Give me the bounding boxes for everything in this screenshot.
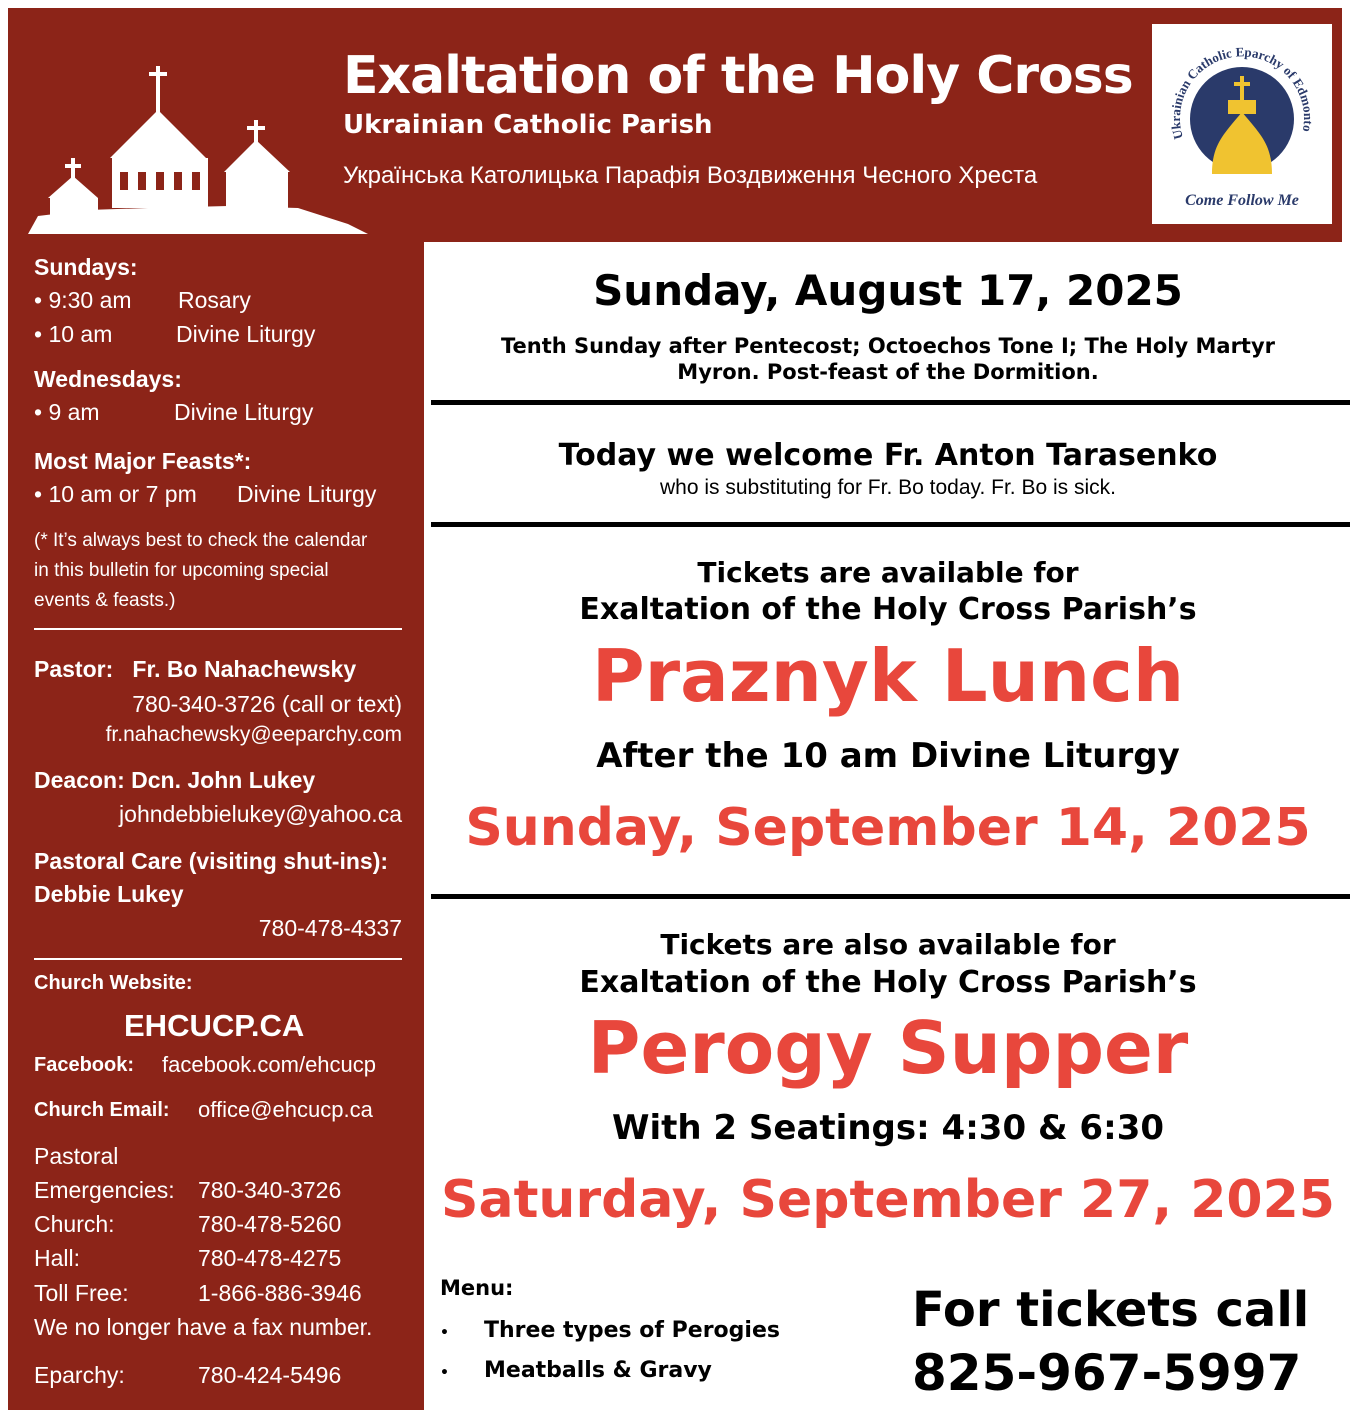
tickets-phone[interactable]: 825-967-5997	[912, 1344, 1302, 1402]
welcome-subtext: who is substituting for Fr. Bo today. Fr. Bo is sick.	[660, 476, 1116, 499]
logo-arc-text: Ukrainian Catholic Eparchy of Edmonto	[1167, 44, 1317, 141]
church-email-link[interactable]: office@ehcucp.ca	[198, 1097, 373, 1122]
pastoral-care-heading: Pastoral Care (visiting shut-ins):	[34, 848, 389, 874]
parish-subtitle: Ukrainian Catholic Parish	[343, 110, 713, 140]
perogy-date: Saturday, September 27, 2025	[441, 1170, 1335, 1230]
fax-note: We no longer have a fax number.	[34, 1314, 373, 1340]
perogy-intro: Tickets are also available for	[660, 928, 1116, 961]
calendar-note-line: in this bulletin for upcoming special	[34, 560, 329, 581]
contact-phone[interactable]: 780-340-3726	[198, 1177, 342, 1203]
eparchy-seal-icon	[1152, 24, 1332, 204]
divider	[34, 628, 402, 630]
praznyk-date: Sunday, September 14, 2025	[465, 798, 1311, 858]
schedule-service: Divine Liturgy	[237, 481, 377, 507]
menu-label: Menu:	[440, 1276, 514, 1300]
pastoral-label: Pastoral	[34, 1143, 119, 1169]
schedule-item: • 9 am	[34, 399, 100, 425]
pastor-email-link[interactable]: fr.nahachewsky@eeparchy.com	[105, 723, 402, 746]
menu-item: • Three types of Perogies	[440, 1318, 780, 1343]
contact-phone[interactable]: 1-866-886-3946	[198, 1280, 362, 1306]
church-silhouette-icon	[28, 48, 368, 234]
contact-label: Toll Free:	[34, 1280, 129, 1306]
main-content	[426, 242, 1350, 1410]
deacon-email-link[interactable]: johndebbielukey@yahoo.ca	[119, 801, 402, 827]
tickets-call-label: For tickets call	[912, 1282, 1310, 1338]
contact-label: Hall:	[34, 1245, 81, 1271]
praznyk-intro: Tickets are available for	[697, 556, 1079, 589]
website-link[interactable]: EHCUCP.CA	[124, 1008, 305, 1043]
logo-caption: Come Follow Me	[1185, 192, 1299, 209]
liturgical-note-line: Tenth Sunday after Pentecost; Octoechos Tone I; The Holy Martyr	[500, 334, 1276, 358]
calendar-note-line: (* It’s always best to check the calendar	[34, 530, 368, 551]
contact-label: Church:	[34, 1211, 115, 1237]
facebook-label: Facebook:	[34, 1054, 135, 1076]
feasts-heading: Most Major Feasts*:	[34, 448, 252, 474]
liturgical-note-line: Myron. Post-feast of the Dormition.	[677, 360, 1099, 384]
sidebar	[8, 242, 424, 1410]
pastor-line: Pastor: Fr. Bo Nahachewsky	[34, 656, 357, 682]
menu-item: • Meatballs & Gravy	[440, 1358, 712, 1383]
perogy-title: Perogy Supper	[587, 1006, 1189, 1090]
eparchy-logo	[1152, 24, 1332, 224]
parish-title: Exaltation of the Holy Cross	[343, 46, 1133, 106]
schedule-service: Rosary	[178, 287, 251, 313]
perogy-parish: Exaltation of the Holy Cross Parish’s	[579, 965, 1197, 1000]
wednesdays-heading: Wednesdays:	[34, 366, 182, 392]
section-divider	[431, 894, 1350, 899]
pastoral-care-name: Debbie Lukey	[34, 881, 184, 907]
eparchy-label: Eparchy:	[34, 1362, 125, 1388]
schedule-service: Divine Liturgy	[176, 321, 316, 347]
schedule-item: • 10 am or 7 pm	[34, 481, 197, 507]
header-banner	[8, 8, 1342, 242]
welcome-heading: Today we welcome Fr. Anton Tarasenko	[558, 438, 1218, 473]
pastor-phone[interactable]: 780-340-3726 (call or text)	[132, 691, 402, 717]
schedule-item: • 10 am	[34, 321, 113, 347]
contact-phone[interactable]: 780-478-5260	[198, 1211, 342, 1237]
section-divider	[431, 400, 1350, 405]
service-date: Sunday, August 17, 2025	[593, 266, 1183, 315]
deacon-line: Deacon: Dcn. John Lukey	[34, 767, 316, 793]
praznyk-title: Praznyk Lunch	[591, 634, 1185, 718]
facebook-link[interactable]: facebook.com/ehcucp	[162, 1052, 377, 1077]
divider	[34, 958, 402, 960]
calendar-note-line: events & feasts.)	[34, 590, 176, 611]
contact-label: Emergencies:	[34, 1177, 175, 1203]
ukrainian-title: Українська Католицька Парафія Воздвиження Чесного Хреста	[343, 162, 1038, 189]
section-divider	[431, 522, 1350, 527]
contact-phone[interactable]: 780-478-4275	[198, 1245, 342, 1271]
praznyk-time: After the 10 am Divine Liturgy	[596, 736, 1180, 776]
website-label: Church Website:	[34, 972, 193, 994]
sundays-heading: Sundays:	[34, 254, 138, 280]
praznyk-parish: Exaltation of the Holy Cross Parish’s	[579, 592, 1197, 627]
church-email-label: Church Email:	[34, 1099, 170, 1121]
perogy-seatings: With 2 Seatings: 4:30 & 6:30	[611, 1108, 1165, 1148]
schedule-service: Divine Liturgy	[174, 399, 314, 425]
eparchy-phone[interactable]: 780-424-5496	[198, 1362, 342, 1388]
pastoral-care-phone[interactable]: 780-478-4337	[258, 915, 402, 941]
schedule-item: • 9:30 am	[34, 287, 132, 313]
